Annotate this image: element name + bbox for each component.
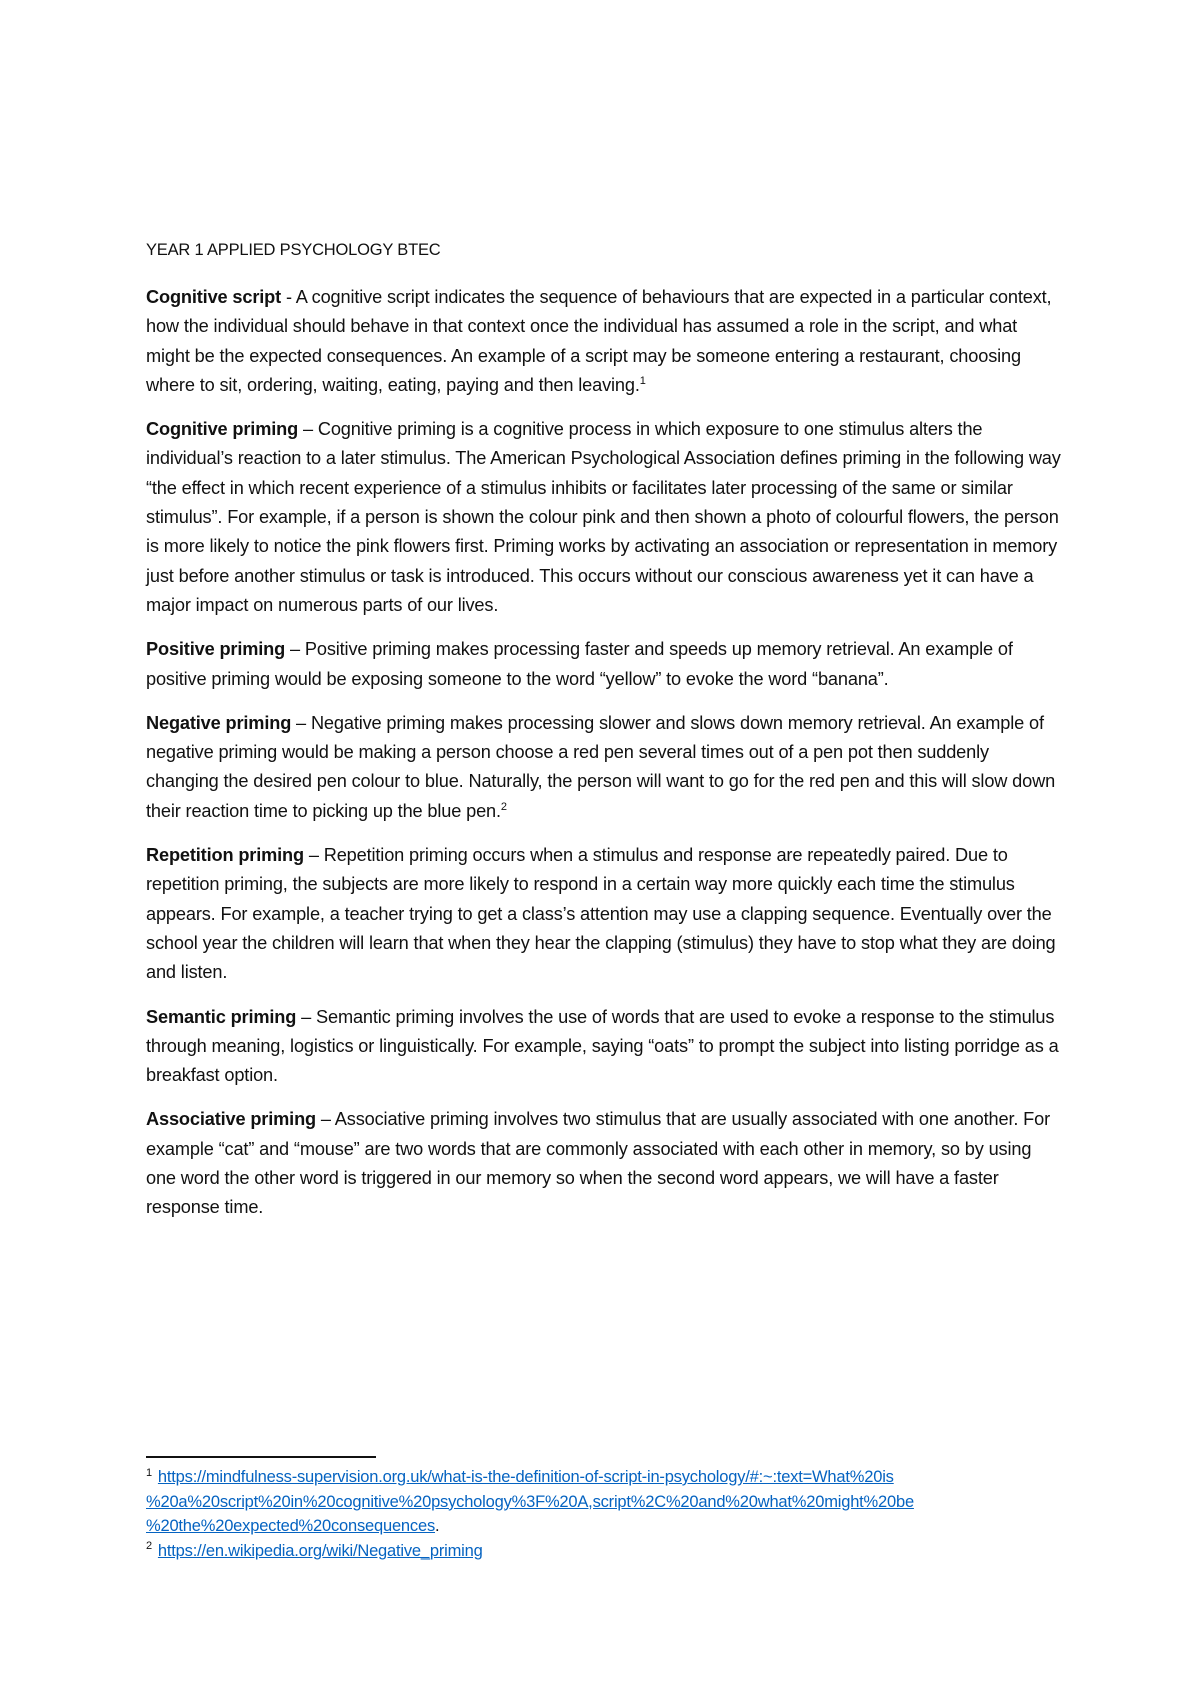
document-body [146,283,1064,1238]
footnote-1-link-part-1[interactable]: https://mindfulness-supervision.org.uk/what-is-the-definition-of-script-in-psychology/#:~:text=What%20is [157,1468,894,1486]
term-negative-priming: Negative priming [146,712,292,733]
paragraph-repetition-priming [146,841,1064,987]
definition-associative-priming: Associative priming involves two stimulus that are usually associated with one another. For example “cat” and “mouse” are two words that are commonly associated with each other in memory, so by using one word the other word is triggered in our memory so when the second word appears, we will have a faster response time. [146,1109,1050,1218]
footnote-reference[interactable]: 1 [639,374,646,387]
term-separator: – [296,1006,316,1027]
paragraph-cognitive-script [146,283,1064,400]
footnote-2 [146,1539,1064,1564]
term-repetition-priming: Repetition priming [146,845,304,866]
term-separator: – [316,1109,335,1130]
footnote-1-trailing: . [435,1517,440,1535]
footnote-1-line-3 [146,1514,1064,1539]
definition-semantic-priming: Semantic priming involves the use of words that are used to evoke a response to the stimulus through meaning, logistics or linguistically. For example, saying “oats” to prompt the subject into listing porridge as a breakfast option. [146,1006,1059,1086]
term-associative-priming: Associative priming [146,1109,316,1130]
paragraph-associative-priming [146,1105,1064,1222]
paragraph-negative-priming [146,709,1064,826]
footnote-2-link[interactable]: https://en.wikipedia.org/wiki/Negative_priming [157,1541,483,1560]
paragraph-semantic-priming [146,1003,1064,1091]
paragraph-cognitive-priming [146,415,1064,620]
footnote-separator [146,1456,376,1458]
term-positive-priming: Positive priming [146,639,286,660]
term-separator: – [298,419,318,440]
definition-negative-priming: Negative priming makes processing slower and slows down memory retrieval. An example of negative priming would be making a person choose a red pen several times out of a pen pot then suddenly changing the desired pen colour to blue. Naturally, the person will want to go for the red pen and this will slow down their reaction time to picking up the blue pen. [146,712,1056,821]
footnotes [146,1465,1064,1563]
definition-cognitive-priming: Cognitive priming is a cognitive process in which exposure to one stimulus alters the individual’s reaction to a later stimulus. The American Psychological Association defines priming in the following way “the effect in which recent experience of a stimulus inhibits or facilitates later processing of the same or similar stimulus”. For example, if a person is shown the colour pink and then shown a photo of colourful flowers, the person is more likely to notice the pink flowers first. Priming works by activating an association or representation in memory just before another stimulus or task is introduced. This occurs without our conscious awareness yet it can have a major impact on numerous parts of our lives. [146,419,1061,615]
term-separator: – [303,845,324,866]
footnote-mark: 2 [146,1540,152,1552]
footnote-2-line-1 [146,1539,1064,1564]
term-semantic-priming: Semantic priming [146,1006,297,1027]
footnote-1-line-1 [146,1465,1064,1490]
definition-positive-priming: Positive priming makes processing faster and speeds up memory retrieval. An example of positive priming would be exposing someone to the word “yellow” to evoke the word “banana”. [146,639,1013,689]
definition-cognitive-script: A cognitive script indicates the sequence of behaviours that are expected in a particular context, how the individual should behave in that context once the individual has assumed a role in the script, and what might be the expected consequences. An example of a script may be someone entering a restaurant, choosing where to sit, ordering, waiting, eating, paying and then leaving. [146,287,1052,395]
document-title: YEAR 1 APPLIED PSYCHOLOGY BTEC [146,241,441,259]
term-separator: - [281,287,296,307]
paragraph-positive-priming [146,635,1064,694]
footnote-1-link-part-3[interactable]: %20the%20expected%20consequences [146,1517,435,1535]
footnote-mark: 1 [146,1466,152,1479]
footnote-reference[interactable]: 2 [500,800,507,813]
footnote-1-line-2 [146,1490,1064,1515]
definition-repetition-priming: Repetition priming occurs when a stimulus and response are repeatedly paired. Due to repetition priming, the subjects are more likely to respond in a certain way more quickly each time the stimulus appears. For example, a teacher trying to get a class’s attention may use a clapping sequence. Eventually over the school year the children will learn that when they hear the clapping (stimulus) they have to stop what they are doing and listen. [146,845,1056,983]
term-separator: – [291,712,311,733]
footnote-1 [146,1465,1064,1539]
term-cognitive-priming: Cognitive priming [146,419,299,440]
term-separator: – [285,639,305,660]
term-cognitive-script: Cognitive script [146,287,282,307]
footnote-1-link-part-2[interactable]: %20a%20script%20in%20cognitive%20psychology%3F%20A,script%2C%20and%20what%20might%20be [146,1492,914,1511]
